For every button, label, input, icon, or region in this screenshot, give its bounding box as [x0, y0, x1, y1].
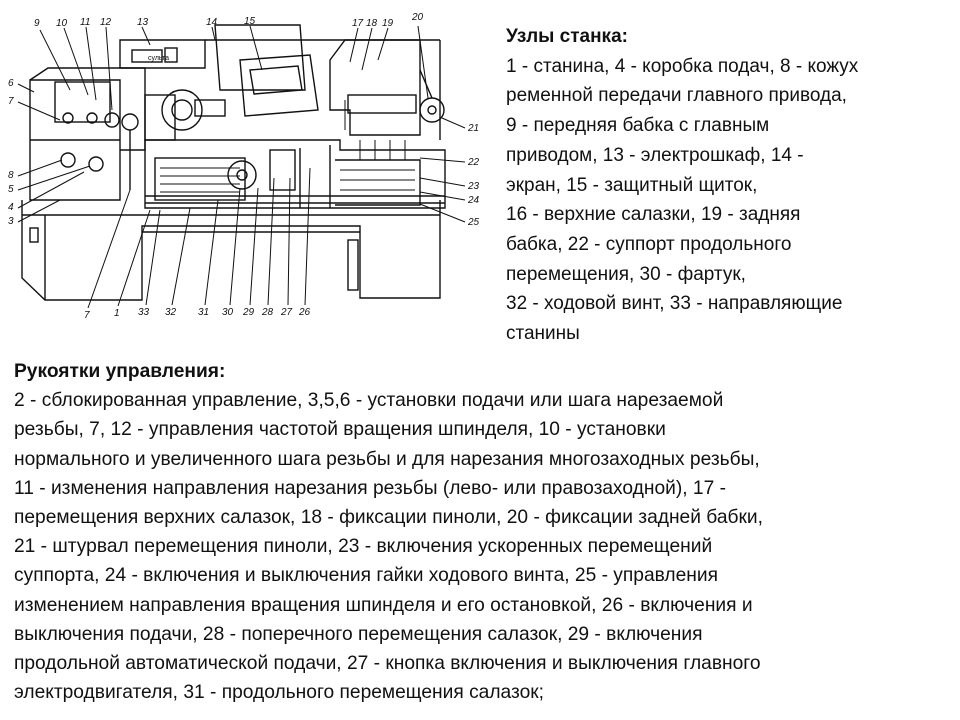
callout-22: 22: [468, 157, 480, 168]
callout-3: 3: [8, 216, 14, 227]
callout-4: 4: [8, 202, 14, 213]
callout-14: 14: [206, 17, 218, 28]
callout-32: 32: [165, 307, 177, 318]
controls-line: изменением направления вращения шпинделя и его остановкой, 26 - включения и: [14, 594, 753, 616]
callout-1: 1: [114, 308, 120, 319]
lathe-illustration: [0, 0, 495, 340]
callout-13: 13: [137, 17, 149, 28]
callout-20: 20: [412, 12, 424, 23]
callout-18: 18: [366, 18, 378, 29]
controls-heading: Рукоятки управления:: [14, 361, 226, 382]
callout-30: 30: [222, 307, 234, 318]
controls-line: выключения подачи, 28 - поперечного перемещения салазок, 29 - включения: [14, 623, 703, 645]
units-line: 16 - верхние салазки, 19 - задняя: [506, 204, 801, 226]
units-line: экран, 15 - защитный щиток,: [506, 174, 758, 196]
callout-27: 27: [281, 307, 293, 318]
controls-line: суппорта, 24 - включения и выключения гайки ходового винта, 25 - управления: [14, 565, 718, 587]
callout-31: 31: [198, 307, 210, 318]
controls-line: 21 - штурвал перемещения пиноли, 23 - включения ускоренных перемещений: [14, 536, 713, 558]
callout-15: 15: [244, 16, 256, 27]
controls-line: нормального и увеличенного шага резьбы и для нарезания многозаходных резьбы,: [14, 448, 760, 470]
controls-line: резьбы, 7, 12 - управления частотой вращения шпинделя, 10 - установки: [14, 419, 666, 441]
units-line: 32 - ходовой винт, 33 - направляющие: [506, 293, 843, 315]
callout-21: 21: [468, 123, 480, 134]
callout-33: 33: [138, 307, 150, 318]
units-line: 9 - передняя бабка с главным: [506, 115, 770, 137]
units-heading: Узлы станка:: [506, 26, 628, 47]
callout-12: 12: [100, 17, 112, 28]
units-line: ременной передачи главного привода,: [506, 85, 847, 107]
units-line: бабка, 22 - суппорт продольного: [506, 233, 792, 255]
callout-9: 9: [34, 18, 40, 29]
controls-line: перемещения верхних салазок, 18 - фиксации пиноли, 20 - фиксации задней бабки,: [14, 507, 763, 529]
callout-6-top: 6: [8, 78, 14, 89]
callout-28: 28: [262, 307, 274, 318]
cabinet-plate-text: сульта: [148, 55, 170, 62]
callout-29: 29: [243, 307, 255, 318]
controls-line: электродвигателя, 31 - продольного перемещения салазок;: [14, 682, 544, 704]
units-line: станины: [506, 323, 580, 345]
machine-units-block: [506, 22, 954, 349]
callout-7-bottom: 7: [84, 310, 90, 321]
callout-10: 10: [56, 18, 68, 29]
lathe-drawing: [0, 0, 495, 340]
callout-25: 25: [468, 217, 480, 228]
callout-19: 19: [382, 18, 394, 29]
controls-line: продольной автоматической подачи, 27 - кнопка включения и выключения главного: [14, 653, 761, 675]
callout-8: 8: [8, 170, 14, 181]
units-line: приводом, 13 - электрошкаф, 14 -: [506, 144, 804, 166]
callout-23: 23: [468, 181, 480, 192]
units-line: 1 - станина, 4 - коробка подач, 8 - кожух: [506, 55, 859, 77]
control-handles-block: [14, 357, 954, 707]
callout-5: 5: [8, 184, 14, 195]
units-line: перемещения, 30 - фартук,: [506, 263, 746, 285]
callout-11: 11: [80, 17, 91, 28]
callout-26: 26: [299, 307, 311, 318]
callout-17: 17: [352, 18, 364, 29]
callout-24: 24: [468, 195, 480, 206]
callout-7-top: 7: [8, 96, 14, 107]
controls-line: 2 - сблокированная управление, 3,5,6 - установки подачи или шага нарезаемой: [14, 390, 724, 412]
controls-line: 11 - изменения направления нарезания резьбы (лево- или правозаходной), 17 -: [14, 477, 726, 499]
